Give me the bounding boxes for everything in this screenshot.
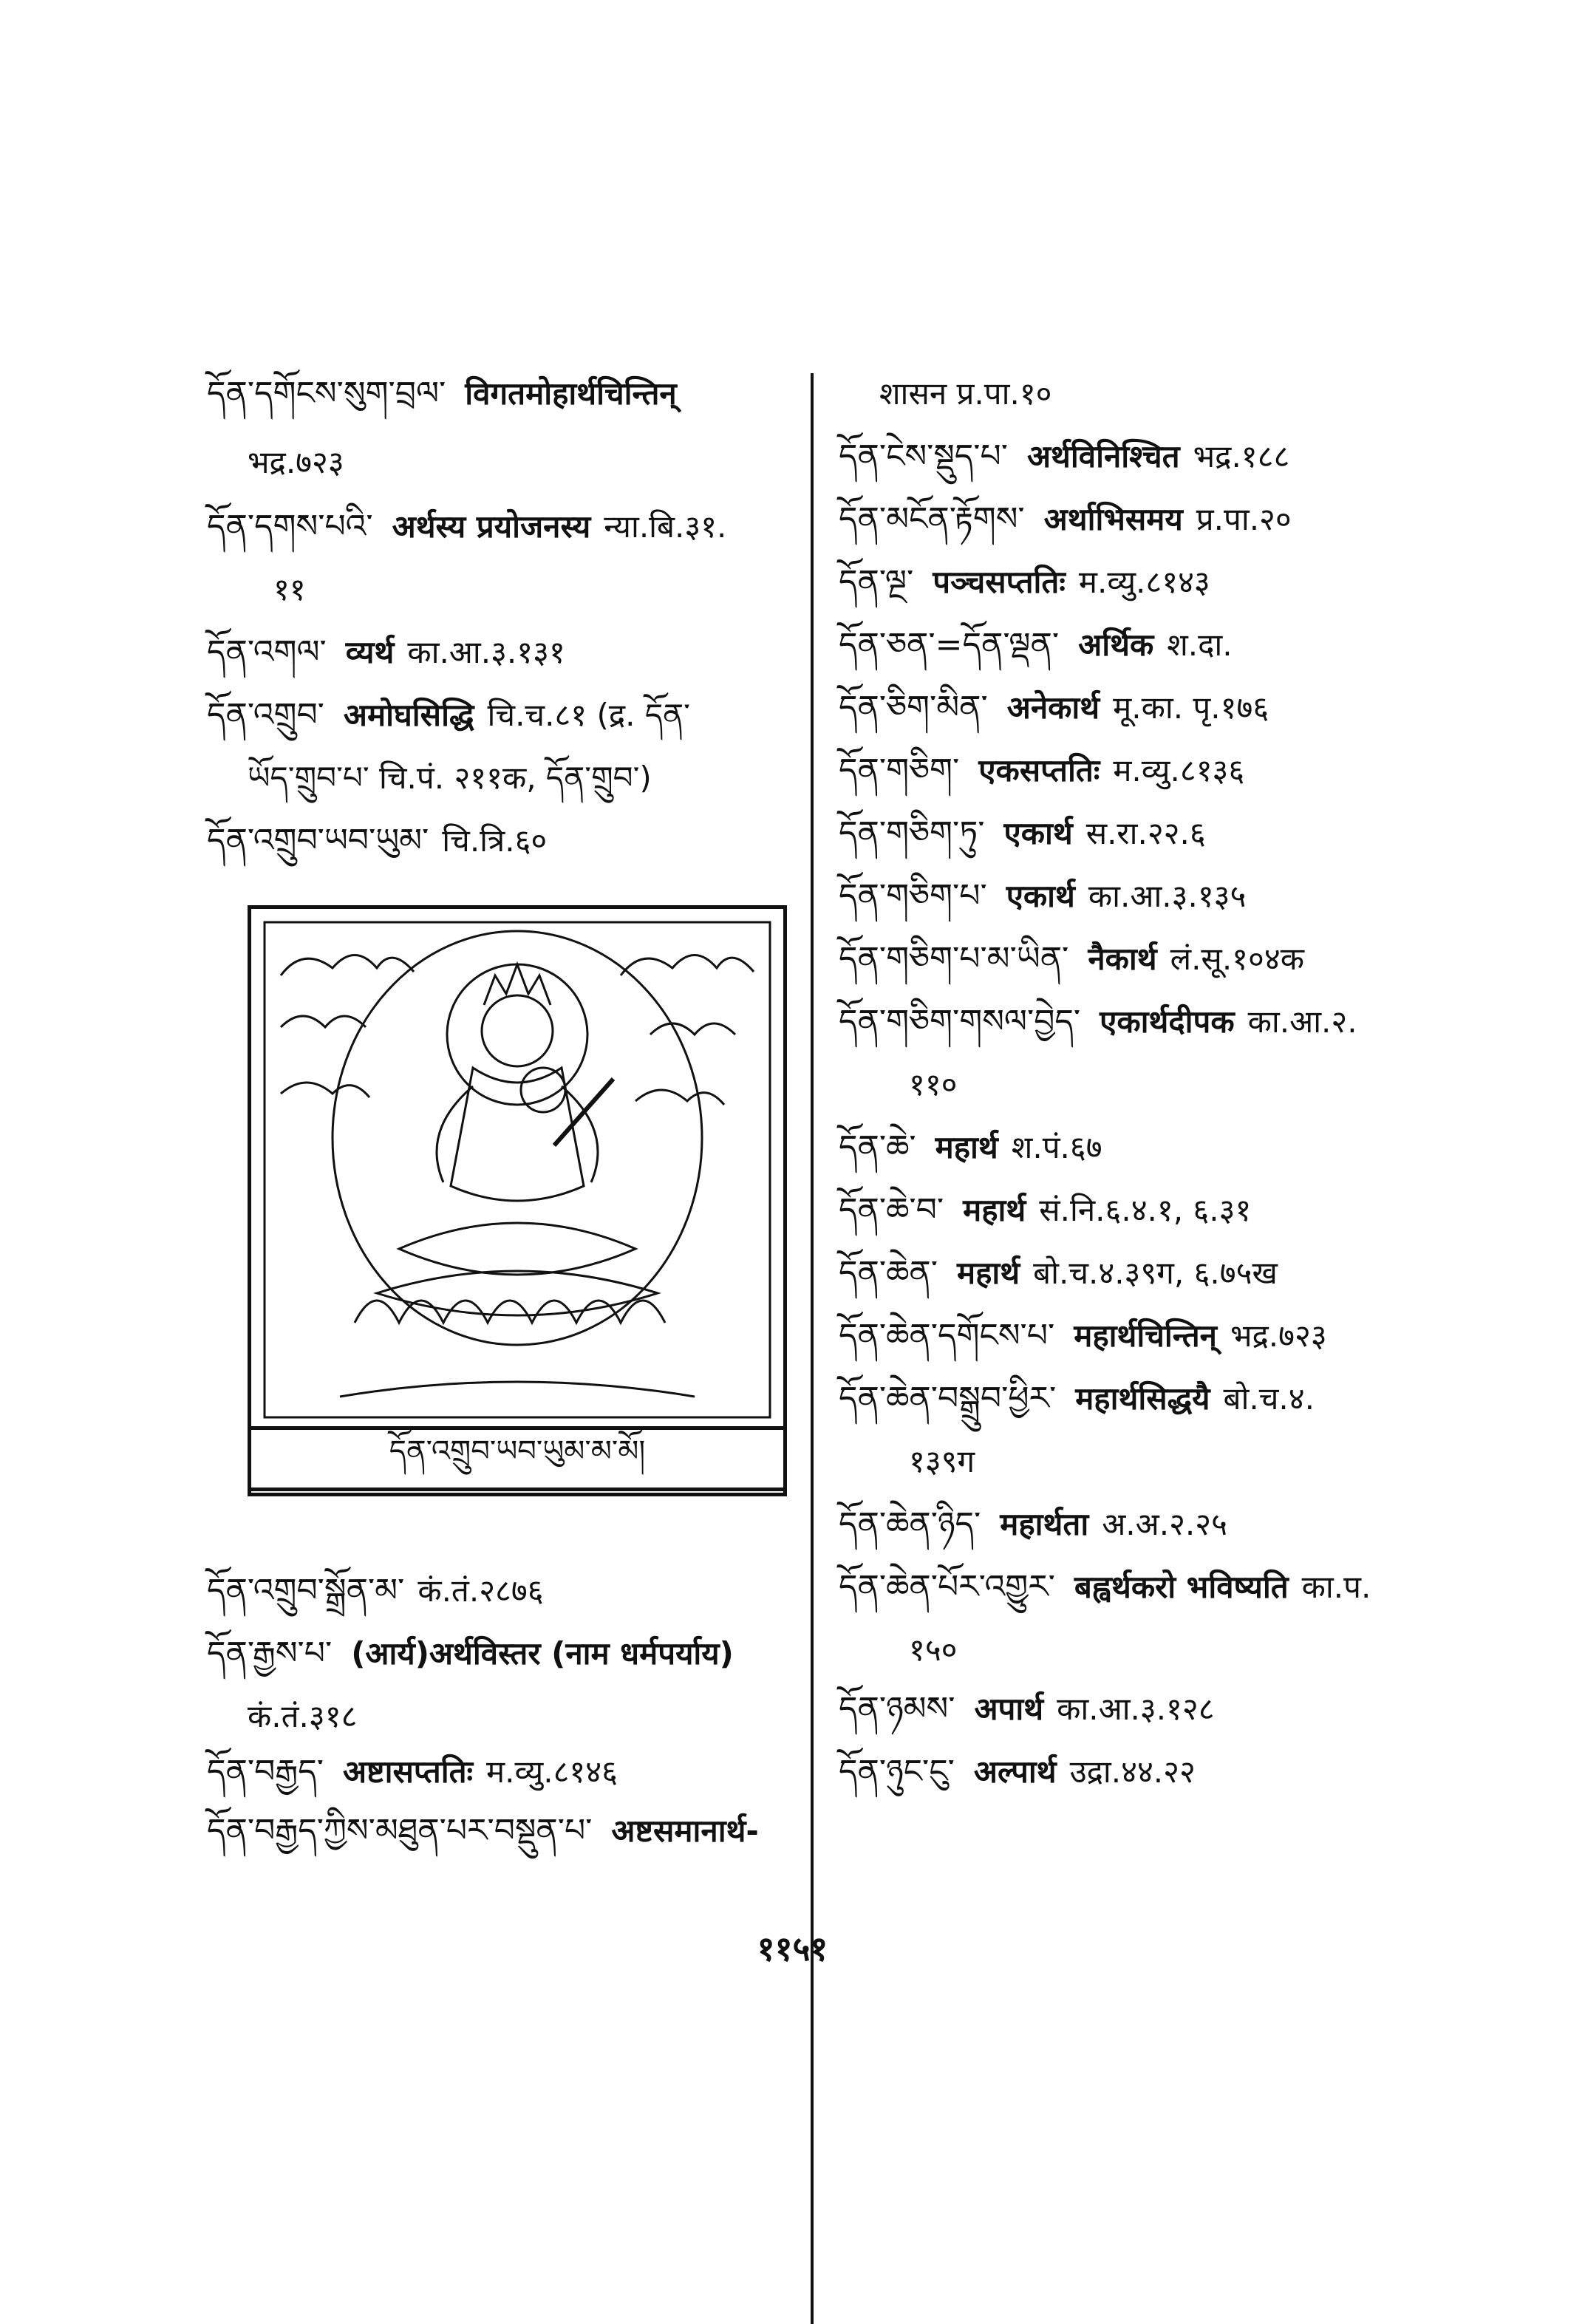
list-item: དོན་ཆེན་དགོངས་པ་ महार्थचिन्तिन् भद्र.७२३ <box>839 1317 1327 1354</box>
list-item-continuation: ११ <box>273 571 306 607</box>
list-item-continuation: ཡོད་གྲུབ་པ་ चि.पं. २११क, དོན་གྲུབ་) <box>248 760 652 796</box>
list-item: དོན་གཅིག་པ་ एकार्थ का.आ.३.१३५ <box>839 877 1247 915</box>
lotus-top <box>377 1271 658 1315</box>
cloud-right-2 <box>650 1023 735 1035</box>
illustration-frame <box>248 905 787 1496</box>
list-item: དོན་ཉམས་ अपार्थ का.आ.३.१२८ <box>839 1690 1215 1728</box>
list-item: དོན་འགྲུབ་ཡབ་ཡུམ་ चि.त्रि.६० <box>207 822 548 859</box>
list-item: དོན་ཆེ་བ་ महार्थ सं.नि.६.४.१, ६.३१ <box>839 1191 1252 1229</box>
crown <box>484 964 551 1005</box>
halo <box>333 931 702 1345</box>
list-item-continuation: १५० <box>909 1632 958 1668</box>
list-item: དོན་ཆེན་ महार्थ बो.च.४.३९ग, ६.७५ख <box>839 1254 1278 1292</box>
list-item: དོན་ཆེན་བསྒྲུབ་ཕྱིར་ महार्थसिद्धयै बो.च.४. <box>839 1380 1315 1417</box>
list-item-continuation: कं.तं.३१८ <box>248 1698 358 1734</box>
list-item: དོན་གཅིག་གསལ་བྱེད་ एकार्थदीपक का.आ.२. <box>839 1003 1357 1040</box>
cloud-left-3 <box>281 1083 369 1097</box>
list-item: དོན་ལྔ་ पञ्चसप्ततिः म.व्यु.८१४३ <box>839 563 1210 601</box>
crossed-legs <box>399 1223 635 1275</box>
list-item: དོན་གཅིག་པ་མ་ཡིན་ नैकार्थ लं.सू.१०४क <box>839 940 1304 978</box>
list-item: དོན་ཉུང་ངུ་ अल्पार्थ उद्रा.४४.२२ <box>839 1753 1196 1790</box>
list-item: དོན་བརྒྱད་ अष्टासप्ततिः म.व्यु.८१४६ <box>207 1753 618 1790</box>
cloud-left <box>281 955 414 976</box>
cloud-left-2 <box>281 1016 366 1027</box>
list-item: དོན་ཅན་=དོན་ལྡན་ अर्थिक श.दा. <box>839 626 1233 664</box>
list-item-continuation: भद्र.७२३ <box>248 444 344 480</box>
list-item: དོན་འགྲུབ་སྒྲོན་མ་ कं.तं.२८७६ <box>207 1572 544 1609</box>
list-item: དོན་དགོངས་སུག་བྲལ་ विगतमोहार्थचिन्तिन् <box>207 375 677 412</box>
deity-illustration <box>251 909 783 1426</box>
list-item: དོན་རྒྱས་པ་ (आर्य)अर्थविस्तर (नाम धर्मपर्याय) <box>207 1635 734 1672</box>
list-item: དོན་བརྒྱད་ཀྱིས་མཐུན་པར་བསྡུན་པ་ अष्टसमानार्थ- <box>207 1812 759 1850</box>
list-item: དོན་ཆེན་པོར་འགྱུར་ बह्वर्थकरो भविष्यति का.प. <box>839 1568 1371 1606</box>
list-item: དོན་ཆེ་ महार्थ श.पं.६७ <box>839 1128 1102 1166</box>
head <box>482 995 553 1066</box>
list-item: དོན་ངེས་སྡུད་པ་ अर्थविनिश्चित भद्र.१८८ <box>839 437 1290 475</box>
list-item: དོན་འགལ་ व्यर्थ का.आ.३.१३१ <box>207 633 565 671</box>
list-item-continuation: १३९ग <box>909 1443 975 1479</box>
illustration-caption: དོན་འགྲུབ་ཡབ་ཡུམ་མ་མོ། <box>248 1426 787 1491</box>
list-item-continuation: शासन प्र.पा.१० <box>879 375 1052 412</box>
lotus-base <box>340 1382 695 1397</box>
cloud-right-3 <box>635 1090 724 1105</box>
column-divider <box>811 373 814 2324</box>
list-item: དོན་མངོན་རྟོགས་ अर्थाभिसमय प्र.पा.२० <box>839 500 1292 538</box>
list-item: དོན་ཆེན་ཉིད་ महार्थता अ.अ.२.२५ <box>839 1505 1227 1543</box>
list-item: དོན་དགས་པའི་ अर्थस्य प्रयोजनस्य न्या.बि.३१. <box>207 508 727 545</box>
list-item: དོན་འགྲུབ་ अमोघसिद्धि चि.च.८१ (द्र. དོན་ <box>207 696 691 734</box>
list-item: དོན་གཅིག་ཏུ་ एकार्थ स.रा.२२.६ <box>839 814 1206 852</box>
list-item-continuation: ११० <box>909 1066 958 1103</box>
cloud-right <box>621 955 754 976</box>
list-item: དོན་གཅིག་ एकसप्ततिः म.व्यु.८१३६ <box>839 752 1245 789</box>
list-item: དོན་ཅིག་མིན་ अनेकार्थ मू.का. पृ.१७६ <box>839 689 1269 726</box>
page-number: ११५१ <box>757 1929 828 1969</box>
